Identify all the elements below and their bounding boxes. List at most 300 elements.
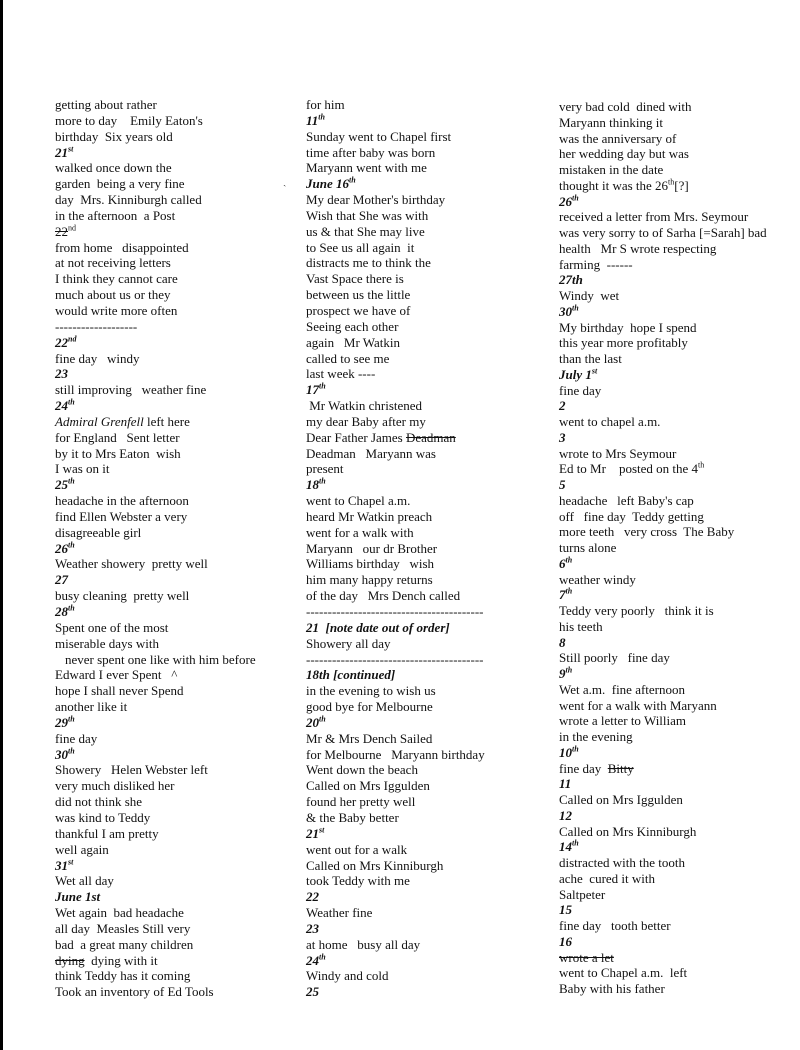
line-text: 28 [55,604,68,619]
diary-line [55,921,280,937]
line-text: headache in the afternoon [55,493,189,509]
line-text: Teddy very poorly think it is [559,603,714,618]
line-suffix: [?] [674,177,689,193]
diary-line [559,225,799,241]
diary-date-heading [306,984,536,1000]
diary-line [559,682,799,698]
line-text: at not receiving letters [55,255,171,271]
diary-line [559,509,799,525]
divider-line [55,319,280,335]
line-text: in the afternoon a Post [55,207,176,223]
line-text: Ed to Mr posted on the 4 [559,461,699,477]
diary-line [306,858,536,874]
diary-line [55,461,280,477]
diary-line [55,509,280,525]
line-text: 24 [306,952,319,968]
superscript: th [68,603,75,613]
line-text: 21 [306,825,319,841]
diary-line [559,146,799,162]
line-text: 10 [559,744,572,760]
superscript: nd [68,334,77,344]
diary-line [55,351,280,367]
diary-date-heading [559,194,799,210]
diary-column-1 [55,97,280,1000]
line-text: 29 [55,714,68,730]
line-text: well again [55,841,109,857]
diary-line [55,525,280,541]
diary-line [306,731,536,747]
diary-line [559,603,799,619]
diary-line [306,398,536,414]
struck-text: Deadman [406,429,456,445]
line-text: went to Chapel a.m. [306,493,411,509]
line-text: 21 [55,144,68,160]
line-text: found her pretty well [306,794,416,810]
line-text: 11 [306,112,319,128]
diary-line [55,873,280,889]
diary-date-heading [559,272,799,288]
line-text: Mr Watkin christened [306,398,423,414]
diary-line [559,115,799,131]
divider-line [306,652,536,668]
diary-line [55,667,280,683]
diary-line [306,794,536,810]
struck-text: Bitty [607,760,634,776]
line-text: us & that She may live [306,223,425,239]
diary-line [559,855,799,871]
line-text: 7 [559,587,566,603]
line-text: busy cleaning pretty well [55,588,190,604]
superscript: th [565,665,573,675]
line-text: disagreeable girl [55,524,142,540]
diary-line [306,572,536,588]
line-text: Weather fine [306,905,373,921]
diary-date-heading [55,366,280,382]
line-text: wrote a letter to William [559,713,687,729]
diary-date-heading [55,715,280,731]
superscript: th [572,193,579,203]
diary-date-heading [306,921,536,937]
diary-date-heading [306,382,536,398]
diary-line [559,257,799,273]
line-text: did not think she [55,794,143,810]
line-text: went to Chapel a.m. left [559,965,688,981]
line-text: Wet all day [55,873,114,889]
diary-line [559,619,799,635]
diary-line [559,320,799,336]
superscript: th [572,744,579,754]
line-text: I was on it [55,461,110,477]
diary-line [306,97,536,113]
diary-line [55,255,280,271]
line-text: of the day Mrs Dench called [306,588,461,604]
line-text: Sunday went to Chapel first [306,128,452,144]
line-text: 16 [559,933,572,949]
line-text: June 16 [306,176,349,192]
line-text: 21 [note date out of order] [306,619,450,635]
diary-line [306,905,536,921]
line-text: 30 [559,303,572,319]
line-text: 26 [559,193,572,209]
superscript: th [348,175,356,185]
line-text: very much disliked her [55,778,175,794]
diary-line [559,414,799,430]
diary-date-heading [559,902,799,918]
diary-date-heading [559,745,799,761]
superscript: th [572,838,579,848]
diary-line [55,937,280,953]
diary-line [306,271,536,287]
line-text: off fine day Teddy getting [559,508,704,524]
diary-line [559,965,799,981]
line-text: Called on Mrs Kinniburgh [559,823,697,839]
line-text: again Mr Watkin [306,334,401,350]
diary-line [55,414,280,430]
line-text: was the anniversary of [559,130,677,146]
diary-column-3 [559,99,799,997]
diary-line [306,335,536,351]
diary-date-heading [55,747,280,763]
diary-line [55,303,280,319]
line-text: called to see me [306,350,390,366]
line-text: Edward I ever Spent ^ [55,667,178,683]
line-text: Saltpeter [559,886,606,902]
diary-line [559,729,799,745]
line-text: 3 [559,429,566,445]
line-text: to See us all again it [306,239,415,255]
diary-line [559,446,799,462]
diary-line [559,461,799,477]
margin-mark: ˎ [283,176,287,187]
line-text: health Mr S wrote respecting [559,240,717,256]
superscript: th [698,460,705,470]
diary-date-heading [306,620,536,636]
diary-line [559,918,799,934]
line-text: Baby with his father [559,981,665,996]
diary-line [55,446,280,462]
diary-line [55,97,280,113]
diary-line [55,683,280,699]
diary-line [55,620,280,636]
diary-line [306,461,536,477]
diary-date-heading [559,398,799,414]
diary-line [559,351,799,367]
line-text: thankful I am pretty [55,825,159,841]
diary-line [55,731,280,747]
line-text: walked once down the [55,160,172,176]
diary-line [55,905,280,921]
diary-line [306,509,536,525]
line-text: still improving weather fine [55,382,207,398]
diary-line [306,303,536,319]
diary-date-heading [306,176,536,192]
diary-line [55,176,280,192]
diary-line [55,842,280,858]
diary-date-heading [55,572,280,588]
diary-line [55,652,280,668]
diary-line [306,414,536,430]
diary-line [559,887,799,903]
line-text: 27 [55,572,68,588]
diary-line [559,335,799,351]
line-text: 25 [55,477,68,493]
line-text: fine day windy [55,350,140,366]
diary-date-heading [559,776,799,792]
diary-line [55,192,280,208]
diary-line [55,113,280,129]
line-text: 25 [306,984,319,1000]
diary-line [55,430,280,446]
diary-date-heading [55,604,280,620]
diary-line [306,240,536,256]
line-text: him many happy returns [306,572,433,588]
diary-line [559,792,799,808]
line-text: 8 [559,634,566,650]
diary-line [306,160,536,176]
diary-line [55,968,280,984]
line-text: was very sorry to of Sarha [=Sarah] bad [559,225,767,240]
line-text: ----------------------------------------- [306,651,484,667]
line-text: ache cured it with [559,870,656,886]
diary-line [559,383,799,399]
diary-line [55,984,280,1000]
superscript: th [319,952,326,962]
line-text: & the Baby better [306,809,399,825]
diary-line [306,145,536,161]
diary-line [55,240,280,256]
diary-line [55,556,280,572]
superscript: st [68,144,74,154]
diary-line [306,525,536,541]
diary-line [559,698,799,714]
superscript: th [68,540,75,550]
diary-line [55,826,280,842]
line-text: Maryann our dr Brother [306,540,438,556]
struck-text: wrote a let [559,949,614,965]
diary-line [55,699,280,715]
diary-line [306,255,536,271]
diary-line [55,224,280,240]
superscript: th [572,303,579,313]
line-text: farming ------ [559,256,633,272]
line-text: hope I shall never Spend [55,683,184,699]
superscript: th [68,397,75,407]
line-text: my dear Baby after my [306,413,426,429]
line-text: went to chapel a.m. [559,414,661,429]
line-text: from home disappointed [55,239,189,255]
line-text: My birthday hope I spend [559,319,697,335]
line-text: Wet a.m. fine afternoon [559,681,686,697]
line-text: received a letter from Mrs. Seymour [559,209,749,225]
line-text: all day Measles Still very [55,920,191,936]
diary-date-heading [55,398,280,414]
line-text: Windy wet [559,288,620,303]
diary-line [55,636,280,652]
line-text: Called on Mrs Iggulden [306,778,430,794]
diary-line [306,192,536,208]
diary-line [55,794,280,810]
diary-line [559,288,799,304]
line-text: 26 [55,540,68,556]
superscript: th [319,714,326,724]
line-text: Went down the beach [306,762,418,778]
line-text: last week ---- [306,366,376,382]
diary-date-heading [55,858,280,874]
line-text: 6 [559,555,566,571]
diary-line [559,950,799,966]
line-text: fine day [559,760,608,776]
diary-date-heading [55,145,280,161]
line-text: in the evening to wish us [306,683,436,699]
line-text: distracts me to think the [306,255,431,271]
line-text: much about us or they [55,287,171,303]
line-text: 22 [306,889,319,905]
divider-line [306,604,536,620]
line-text: took Teddy with me [306,873,410,889]
superscript: th [319,381,326,391]
diary-line [306,968,536,984]
diary-line [306,842,536,858]
diary-line [55,778,280,794]
diary-line [559,981,799,997]
diary-date-heading [306,953,536,969]
line-text: 20 [306,714,319,730]
line-text: at home busy all day [306,936,421,952]
line-text: garden being a very fine [55,176,185,192]
diary-line [559,162,799,178]
diary-date-heading [306,477,536,493]
line-text: Maryann thinking it [559,114,663,130]
line-text: Called on Mrs Iggulden [559,792,683,807]
diary-date-heading [55,477,280,493]
diary-line [55,762,280,778]
line-text: Showery all day [306,635,391,651]
line-text: Williams birthday wish [306,556,435,572]
line-text: Wet again bad headache [55,905,184,921]
line-text: very bad cold dined with [559,99,692,114]
line-text: Spent one of the most [55,619,169,635]
superscript: nd [68,223,76,233]
line-text: Deadman Maryann was [306,445,436,461]
line-text: went out for a walk [306,841,408,857]
line-text: Took an inventory of Ed Tools [55,984,214,1000]
diary-date-heading [55,541,280,557]
line-text: 24 [55,398,68,414]
diary-line [55,382,280,398]
diary-line [55,287,280,303]
diary-line [55,493,280,509]
diary-line [306,636,536,652]
line-text: Dear Father James [306,429,406,445]
line-text: turns alone [559,540,617,555]
line-text: this year more profitably [559,335,688,351]
diary-date-heading [306,715,536,731]
diary-line [55,588,280,604]
diary-line [559,524,799,540]
diary-line [55,208,280,224]
line-text: 17 [306,382,319,398]
line-text: 2 [559,398,566,414]
diary-line [55,271,280,287]
diary-line [306,224,536,240]
line-text: 23 [55,366,68,382]
diary-line [306,287,536,303]
line-text: day Mrs. Kinniburgh called [55,192,202,208]
struck-text: dying [55,952,85,968]
line-text: 15 [559,902,572,918]
diary-date-heading [306,113,536,129]
line-text: 27th [559,272,583,288]
diary-line [559,209,799,225]
diary-line [559,178,799,194]
line-text: Still poorly fine day [559,650,670,666]
line-text: miserable days with [55,635,159,651]
line-text: 14 [559,839,572,855]
diary-date-heading [55,335,280,351]
line-text: 11 [559,776,572,792]
line-text: for England Sent letter [55,429,180,445]
diary-line [559,572,799,588]
diary-line [306,556,536,572]
diary-line [306,762,536,778]
diary-line [306,778,536,794]
diary-date-heading [559,666,799,682]
line-text: weather windy [559,571,636,587]
line-text: 23 [306,920,319,936]
superscript: th [68,476,75,486]
diary-line [306,588,536,604]
line-text: between us the little [306,287,411,303]
line-text: wrote to Mrs Seymour [559,445,677,461]
superscript: th [68,714,75,724]
italic-text: Admiral Grenfell [55,413,144,429]
line-text: left here [143,413,190,429]
line-text: went for a walk with [306,524,414,540]
line-text: went for a walk with Maryann [559,697,717,713]
line-text: July 1 [559,366,592,382]
line-text: 31 [55,857,68,873]
diary-line [306,430,536,446]
line-text: Weather showery pretty well [55,556,208,572]
diary-line [306,683,536,699]
line-text: dying with it [84,952,158,968]
diary-date-heading [559,477,799,493]
line-text: heard Mr Watkin preach [306,508,433,524]
diary-column-2 [306,97,536,1000]
line-text: more teeth very cross The Baby [559,524,735,540]
diary-date-heading [306,667,536,683]
line-text: another like it [55,699,128,715]
diary-line [306,351,536,367]
line-text: for Melbourne Maryann birthday [306,746,485,762]
diary-line [306,208,536,224]
superscript: th [565,586,573,596]
diary-line [559,493,799,509]
diary-line [559,871,799,887]
line-text: mistaken in the date [559,162,664,177]
diary-line [559,713,799,729]
diary-date-heading [559,587,799,603]
diary-line [306,747,536,763]
line-text: My dear Mother's birthday [306,192,446,208]
line-text: birthday Six years old [55,128,173,144]
diary-date-heading [559,934,799,950]
line-text: was kind to Teddy [55,809,151,825]
line-text: distracted with the tooth [559,855,686,870]
superscript: th [668,177,675,187]
diary-date-heading [559,808,799,824]
diary-line [559,761,799,777]
